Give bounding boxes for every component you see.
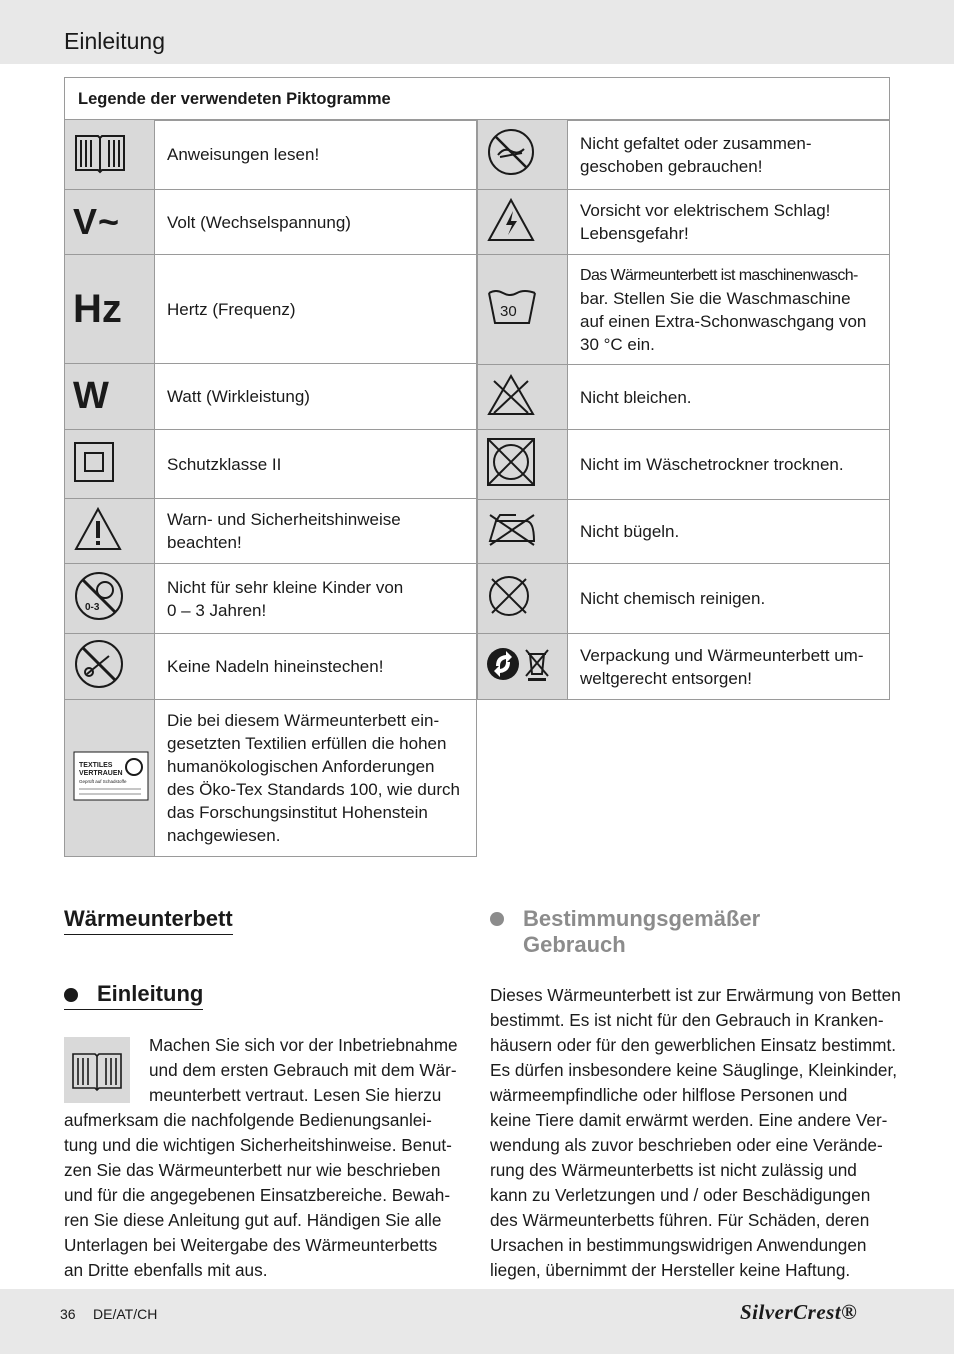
legend-description [154, 119, 477, 190]
legend-description [567, 563, 890, 634]
legend-description [154, 363, 477, 430]
legend-icon-cell [64, 498, 155, 564]
paragraph-line: ren Sie diese Anleitung gut auf. Händigen Sie alle [64, 1210, 442, 1230]
paragraph-line: wendung als zuvor beschrieben oder eine Verände- [490, 1135, 883, 1155]
watt-symbol: W [73, 375, 109, 417]
legend-text-line: humanökologischen Anforderungen [167, 757, 435, 776]
legend-text-line: Volt (Wechselspannung) [167, 212, 351, 232]
legend-text-line: Anweisungen lesen! [167, 145, 320, 164]
legend-description [567, 119, 890, 190]
region-code: DE/AT/CH [93, 1306, 158, 1322]
electric-shock-icon [486, 197, 536, 248]
protection-class-ii-icon [73, 441, 115, 488]
legend-icon-cell [477, 119, 568, 190]
paragraph-line: Ursachen in bestimmungswidrigen Anwendungen [490, 1235, 867, 1255]
legend-description [154, 633, 477, 700]
paragraph-line: kann zu Verletzungen und / oder Beschädigungen [490, 1185, 871, 1205]
paragraph-line: Dieses Wärmeunterbett ist zur Erwärmung von Betten [490, 985, 901, 1005]
oeko-tex-text-3: Geprüft auf Schadstoffe [79, 778, 127, 784]
legend-description [567, 499, 890, 564]
legend-icon-cell [477, 254, 568, 365]
legend-text-line: Nicht gefaltet oder zusammen- [580, 133, 812, 153]
page-title: Einleitung [64, 28, 166, 54]
legend-text-line: Die bei diesem Wärmeunterbett ein- [167, 711, 440, 730]
legend-description [567, 189, 890, 255]
legend-description [567, 633, 890, 700]
legend-text-line: gesetzten Textilien erfüllen die hohen [167, 734, 447, 753]
legend-text-line: auf einen Extra-Schonwaschgang von [580, 311, 867, 331]
legend-icon-cell [64, 563, 155, 634]
legend-icon-cell [477, 364, 568, 430]
legend-description [154, 563, 477, 634]
paragraph-line: zen Sie das Wärmeunterbett nur wie beschrieben [64, 1160, 441, 1180]
legend-icon-cell [477, 189, 568, 255]
paragraph-line: liegen, übernimmt der Hersteller keine Haftung. [490, 1260, 851, 1280]
paragraph-line: rung des Wärmeunterbetts ist nicht zulässig und [490, 1160, 857, 1180]
paragraph-line: des Wärmeunterbetts führen. Für Schäden, deren [490, 1210, 870, 1230]
intro-paragraph [64, 1033, 464, 1283]
volt-ac-icon [73, 201, 120, 243]
legend-description [154, 189, 477, 255]
page-number: 36 [60, 1306, 76, 1322]
legend-text-line: 30 °C ein. [580, 334, 655, 354]
paragraph-line: keine Tiere damit erwärmt werden. Eine andere Ver- [490, 1110, 888, 1130]
legend-text-line: Hertz (Frequenz) [167, 299, 296, 319]
legend-text-line: Vorsicht vor elektrischem Schlag! [580, 201, 831, 220]
paragraph-line: an Dritte ebenfalls mit aus. [64, 1260, 268, 1280]
svg-text:0-3: 0-3 [85, 602, 100, 613]
no-needles-icon [73, 638, 125, 695]
pictogram-legend-table [64, 77, 890, 856]
section-bullet [490, 912, 504, 926]
legend-text-line: geschoben gebrauchen! [580, 156, 763, 176]
legend-description [154, 429, 477, 499]
watt-icon [73, 375, 109, 418]
legend-text-line: Nicht für sehr kleine Kinder von [167, 577, 404, 597]
legend-text-line: Nicht bügeln. [580, 522, 680, 541]
legend-text-line: Keine Nadeln hineinstechen! [167, 657, 384, 676]
hertz-symbol: Hz [73, 286, 122, 331]
svg-text:30: 30 [500, 303, 517, 320]
no-iron-icon [486, 511, 538, 552]
legend-icon-cell [477, 633, 568, 700]
paragraph-line: Es dürfen insbesondere keine Säuglinge, Kleinkinder, [490, 1060, 898, 1080]
paragraph-line: tung und die wichtigen Sicherheitshinweise. Benut- [64, 1135, 452, 1155]
legend-description [567, 429, 890, 500]
book-icon [73, 130, 127, 179]
legend-description [567, 364, 890, 430]
paragraph-line: häusern oder für den gewerblichen Einsatz bestimmt. [490, 1035, 897, 1055]
legend-text-line: Verpackung und Wärmeunterbett um- [580, 645, 864, 665]
paragraph-line: aufmerksam die nachfolgende Bedienungsanlei- [64, 1110, 432, 1130]
legend-icon-cell [477, 499, 568, 564]
legend-text-line: Nicht chemisch reinigen. [580, 589, 766, 608]
oeko-tex-text-1: TEXTILES [79, 761, 113, 769]
intended-use-paragraph [490, 983, 901, 1283]
legend-icon-cell [477, 563, 568, 634]
paragraph-line: Unterlagen bei Weitergabe des Wärmeunterbetts [64, 1235, 438, 1255]
no-tumble-dry-icon [486, 437, 536, 492]
legend-icon-cell [64, 429, 155, 499]
no-dry-clean-icon [486, 573, 532, 624]
legend-icon-cell [64, 699, 155, 857]
section-title-intended-use: Bestimmungsgemäßer Gebrauch [523, 906, 761, 957]
legend-text-line: bar. Stellen Sie die Waschmaschine [580, 288, 851, 308]
recycling-disposal-icon [486, 644, 552, 689]
legend-text-line: Warn- und Sicherheitshinweise [167, 510, 401, 529]
legend-icon-cell [64, 633, 155, 700]
volt-ac-symbol: V~ [73, 201, 121, 242]
legend-description [567, 254, 890, 365]
legend-text-line: das Forschungsinstitut Hohenstein [167, 803, 428, 822]
legend-text-line: beachten! [167, 533, 242, 552]
legend-caption: Legende der verwendeten Piktogramme [64, 77, 890, 121]
product-title: Wärmeunterbett [64, 906, 233, 935]
legend-description [154, 254, 477, 364]
legend-text-line: Nicht im Wäschetrockner trocknen. [580, 455, 844, 474]
legend-icon-cell [64, 119, 155, 190]
legend-text-line: Lebensgefahr! [580, 224, 689, 243]
legend-text-line: 0 – 3 Jahren! [167, 600, 267, 620]
legend-icon-cell [477, 429, 568, 500]
legend-icon-cell [64, 363, 155, 430]
paragraph-line: und für die angegebenen Einsatzbereiche. Bewah- [64, 1185, 451, 1205]
legend-icon-cell [64, 254, 155, 364]
legend-text-line: Schutzklasse II [167, 454, 282, 474]
no-small-children-icon [73, 570, 125, 627]
oeko-tex-label-icon [73, 751, 149, 806]
paragraph-line: Machen Sie sich vor der Inbetriebnahme [149, 1035, 458, 1055]
no-folding-icon [486, 127, 536, 182]
paragraph-line: meunterbett vertraut. Lesen Sie hierzu [149, 1085, 442, 1105]
legend-description [154, 498, 477, 564]
wash-30-icon [486, 287, 538, 332]
legend-description [154, 699, 477, 857]
legend-text-line: Das Wärmeunterbett ist maschinenwasch- [580, 266, 858, 284]
hertz-icon [73, 287, 122, 332]
legend-icon-cell [64, 189, 155, 255]
legend-text-line: des Öko-Tex Standards 100, wie durch [167, 780, 460, 799]
paragraph-line: bestimmt. Es ist nicht für den Gebrauch in Kranken- [490, 1010, 884, 1030]
paragraph-line: wärmeempfindliche oder hilflose Personen und [490, 1085, 848, 1105]
oeko-tex-text-2: VERTRAUEN [79, 769, 123, 777]
legend-text-line: Nicht bleichen. [580, 387, 692, 407]
legend-text-line: nachgewiesen. [167, 826, 281, 845]
brand-logo: SilverCrest® [740, 1300, 858, 1324]
section-title-einleitung: Einleitung [64, 981, 203, 1010]
legend-text-line: weltgerecht entsorgen! [580, 668, 752, 688]
paragraph-line: und dem ersten Gebrauch mit dem Wär- [149, 1060, 457, 1080]
legend-text-line: Watt (Wirkleistung) [167, 387, 310, 406]
no-bleach-icon [486, 373, 536, 422]
warning-triangle-icon [73, 506, 123, 557]
